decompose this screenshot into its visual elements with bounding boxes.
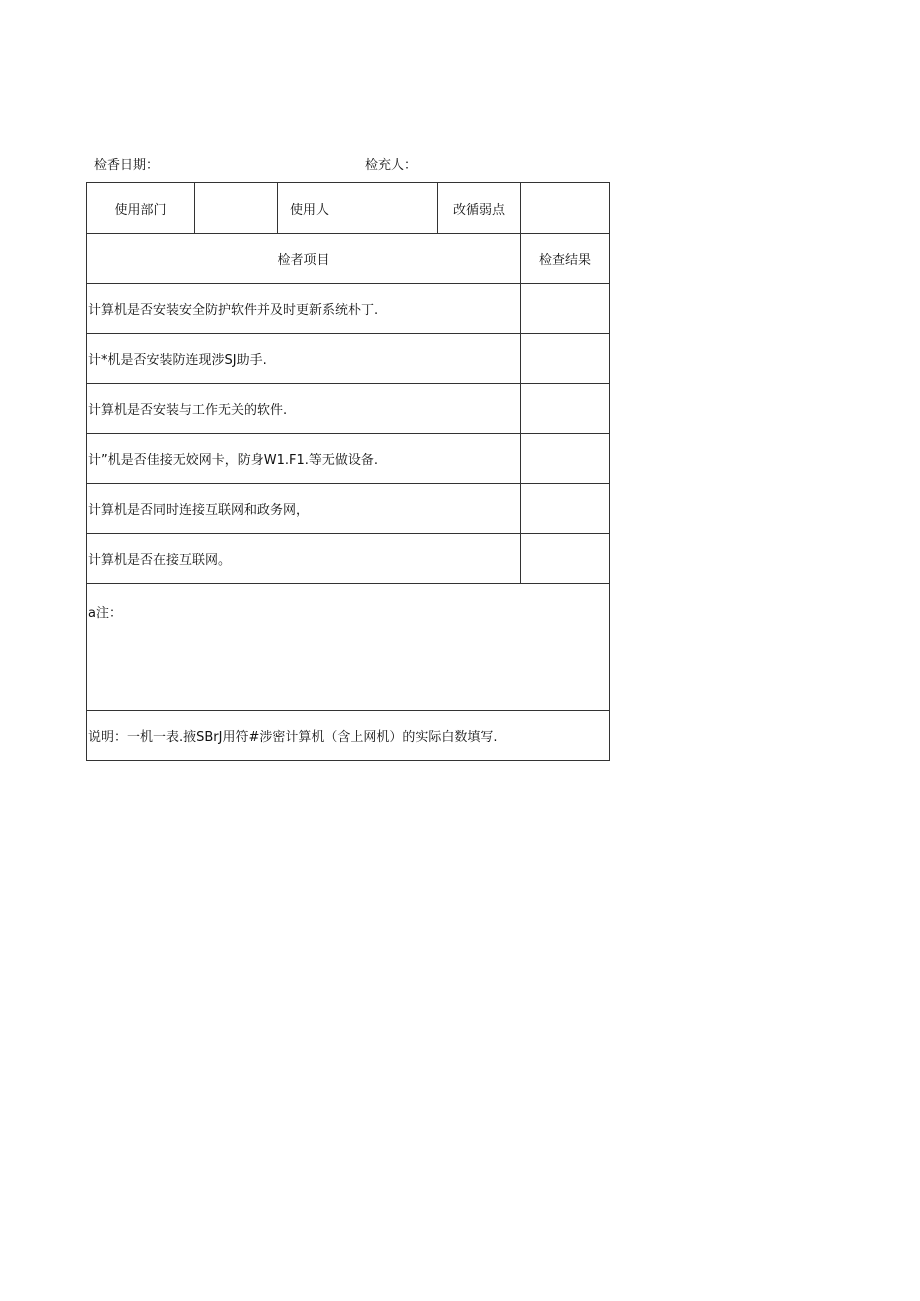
dept-value-cell[interactable] xyxy=(195,183,278,234)
check-item-question: 计*机是否安装防连现涉SJ助手. xyxy=(87,334,521,384)
weakness-label: 改循弱点 xyxy=(438,183,521,234)
inspection-table xyxy=(86,182,610,761)
check-item-question: 计算机是否安装安全防护软件并及时更新系统朴丁. xyxy=(87,284,521,334)
check-item-question: 计算机是否在接互联网。 xyxy=(87,534,521,584)
check-date-label: 检香日期： xyxy=(94,158,160,173)
weakness-value-cell[interactable] xyxy=(521,183,610,234)
check-item-question: 计”机是否佳接无姣网卡，防身W1.F1.等无做设备. xyxy=(87,434,521,484)
dept-label: 使用部门 xyxy=(87,183,195,234)
result-header: 检查结果 xyxy=(521,234,610,284)
note-row xyxy=(87,711,610,761)
user-label: 使用人 xyxy=(278,183,438,234)
check-item-result[interactable] xyxy=(521,484,610,534)
info-row xyxy=(87,183,610,234)
table-row xyxy=(87,384,610,434)
check-item-question: 计算机是否安装与工作无关的软件. xyxy=(87,384,521,434)
table-row xyxy=(87,434,610,484)
check-item-question: 计算机是否同时连接互联网和政务网， xyxy=(87,484,521,534)
table-row xyxy=(87,334,610,384)
note-text: 说明：一机一表.掖SBrJ用符#涉密计算机（含上网机）的实际白数填写. xyxy=(87,711,610,761)
check-item-result[interactable] xyxy=(521,284,610,334)
table-row xyxy=(87,534,610,584)
remark-field[interactable]: a注： xyxy=(87,584,610,711)
check-item-result[interactable] xyxy=(521,434,610,484)
check-item-result[interactable] xyxy=(521,534,610,584)
check-item-result[interactable] xyxy=(521,334,610,384)
header-row xyxy=(87,234,610,284)
table-row xyxy=(87,484,610,534)
inspector-label: 检充人： xyxy=(365,158,418,173)
table-row xyxy=(87,284,610,334)
items-header: 检者项目 xyxy=(87,234,521,284)
remark-row xyxy=(87,584,610,711)
check-item-result[interactable] xyxy=(521,384,610,434)
